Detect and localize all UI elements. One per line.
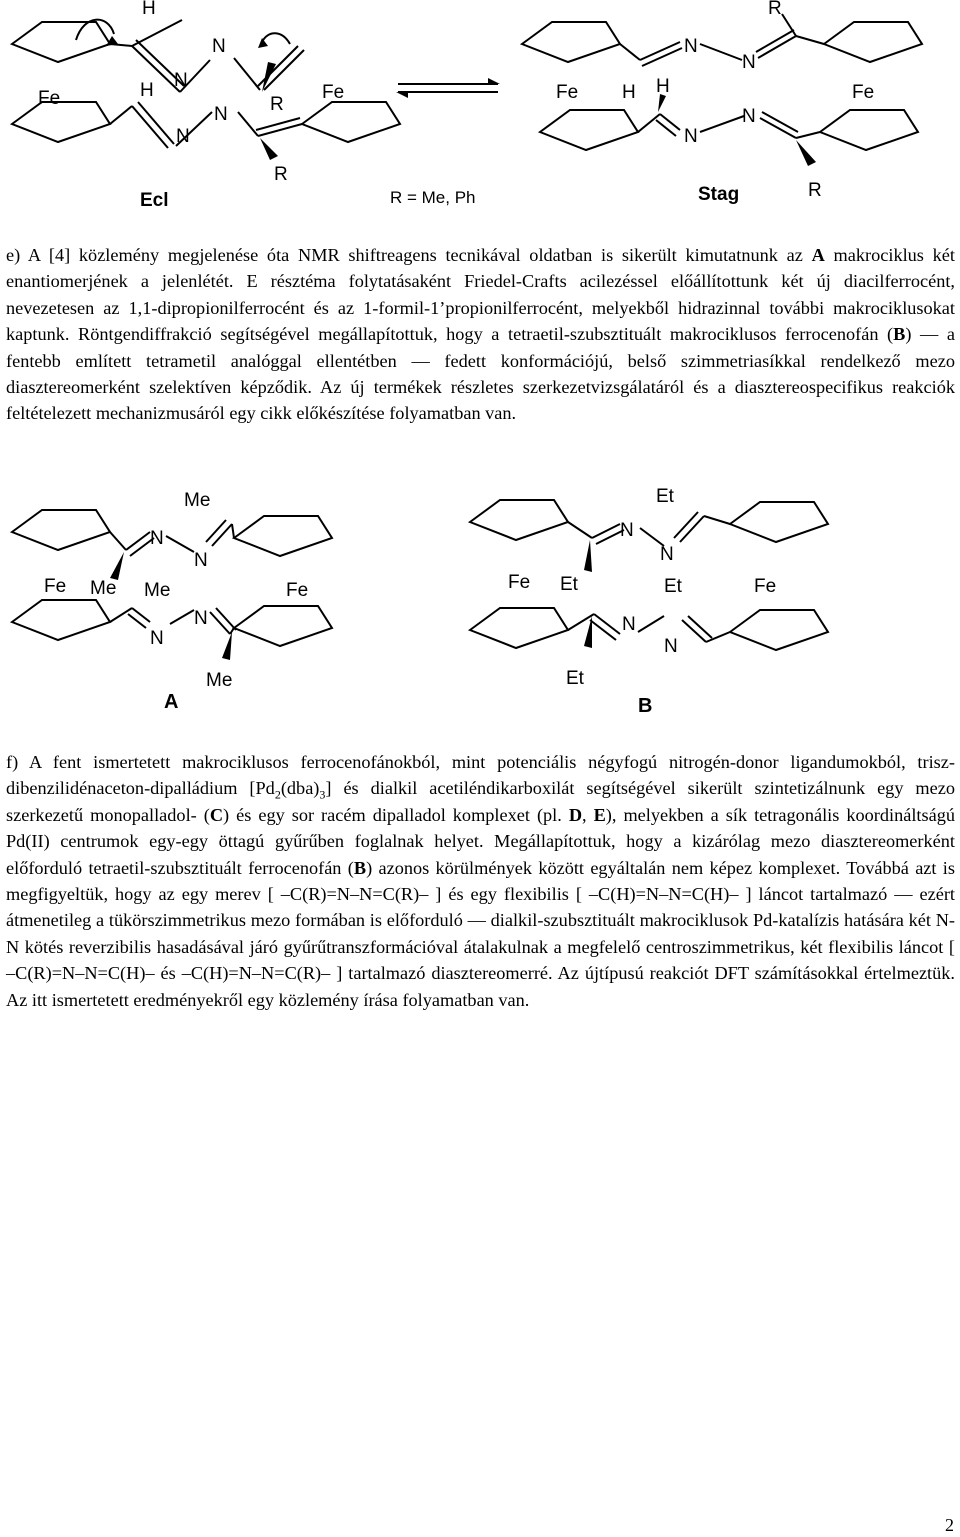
n-label: N	[214, 104, 228, 125]
et-label: Et	[560, 574, 578, 595]
scheme-compounds-a-b	[0, 480, 960, 730]
ecl-label: Ecl	[140, 190, 169, 211]
paragraph-f: f) A fent ismertetett makrociklusos ferrocenofánokból, mint potenciális négyfogú nitrogén-donor ligandumokból, trisz-dibenzilidénaceton-dipalládium $[Pd_2(dba)_3]$ és dialkil acetiléndikarboxilát segítségével sikerült szintetizálnunk egy mezo szerkezetű monopalladol- (C) és egy sor racém dipalladol komplexet (pl. D, E), melyekben a sík tetragonális koordináltságú Pd(II) centrumok egy-egy öttagú gyűrűben foglalnak helyet. Megállapítottuk, hogy a kizárólag mezo diasztereomerként előforduló tetraetil-szubsztituált ferrocenofán (B) azonos körülmények között egyáltalán nem képez komplexet. Továbbá azt is megfigyeltük, hogy az egy merev [ –C(R)=N–N=C(R)– ] és egy flexibilis [ –C(H)=N–N=C(H)– ] láncot tartalmazó — ezért átmenetileg a tükörszimmetrikus mezo formában is előforduló — dialkil-szubsztituált makrociklusok Pd-katalízis hatására két N-N kötés reverzibilis hasadásával járó gyűrűtranszformációval átalakulnak a megfelelő centroszimmetrikus, két flexibilis láncot [ –C(R)=N–N=C(H)– és –C(H)=N–N=C(R)– ] tartalmazó diasztereomerré. Az újtípusú reakciót DFT számításokkal értelmeztük. Az itt ismertetett eredményekről egy közlemény írása folyamatban van.	[6, 752, 956, 1010]
h-label: H	[142, 0, 156, 19]
r-label: R	[768, 0, 782, 19]
me-label: Me	[184, 490, 211, 511]
paragraph-e: e) A [4] közlemény megjelenése óta NMR shiftreagens tecnikával oldatban is sikerült kimutatnunk az A makrociklus két enantiomerjének a jelenlétét. E résztéma folytatásaként Friedel-Crafts acilezéssel előállítottunk két új diacilferrocént, nevezetesen az 1,1-dipropionilferrocént és az 1-formil-1’propionilferrocént, melyekből hidrazinnal további makrociklusokat kaptunk. Röntgendiffrakció segítségével megállapítottuk, hogy a tetraetil-szubsztituált makrociklusos ferrocenofán (B) — a fentebb említett tetrametil analóggal ellentétben — fedett konformációjú, belső szimmetriasíkkal rendelkező mezo diasztereomerként szelektíven képződik. Az új termékek részletes szerkezetvizsgálatáról és a diasztereospecifikus reakciók feltételezett mechanizmusáról egy cikk előkészítése folyamatban van.	[6, 245, 955, 424]
me-label: Me	[206, 670, 233, 691]
scheme-ecl-stag	[0, 0, 960, 222]
page-number: 2	[945, 1515, 954, 1535]
r-label: R	[270, 94, 284, 115]
n-label: N	[742, 52, 756, 73]
n-label: N	[684, 36, 698, 57]
r-definition: R = Me, Ph	[390, 188, 476, 207]
r-label: R	[808, 180, 822, 201]
fe-label: Fe	[852, 82, 875, 103]
fe-label: Fe	[286, 580, 309, 601]
n-label: N	[684, 126, 698, 147]
n-label: N	[212, 36, 226, 57]
compound-a-label: A	[164, 691, 179, 713]
fe-label: Fe	[556, 82, 579, 103]
fe-label: Fe	[754, 576, 777, 597]
et-label: Et	[566, 668, 584, 689]
et-label: Et	[664, 576, 682, 597]
n-label: N	[194, 550, 208, 571]
me-label: Me	[90, 578, 117, 599]
h-label: H	[622, 82, 636, 103]
n-label: N	[176, 126, 190, 147]
n-label: N	[194, 608, 208, 629]
stag-label: Stag	[698, 184, 740, 205]
fe-label: Fe	[38, 88, 61, 109]
n-label: N	[150, 628, 164, 649]
me-label: Me	[144, 580, 171, 601]
n-label: N	[664, 636, 678, 657]
fe-label: Fe	[44, 576, 67, 597]
n-label: N	[620, 520, 634, 541]
r-label: R	[274, 164, 288, 185]
n-label: N	[174, 70, 188, 91]
n-label: N	[660, 544, 674, 565]
et-label: Et	[656, 486, 674, 507]
compound-b-label: B	[638, 695, 653, 717]
n-label: N	[622, 614, 636, 635]
h-label: H	[656, 76, 670, 97]
fe-label: Fe	[322, 82, 345, 103]
h-label: H	[140, 80, 154, 101]
fe-label: Fe	[508, 572, 531, 593]
n-label: N	[742, 106, 756, 127]
n-label: N	[150, 528, 164, 549]
